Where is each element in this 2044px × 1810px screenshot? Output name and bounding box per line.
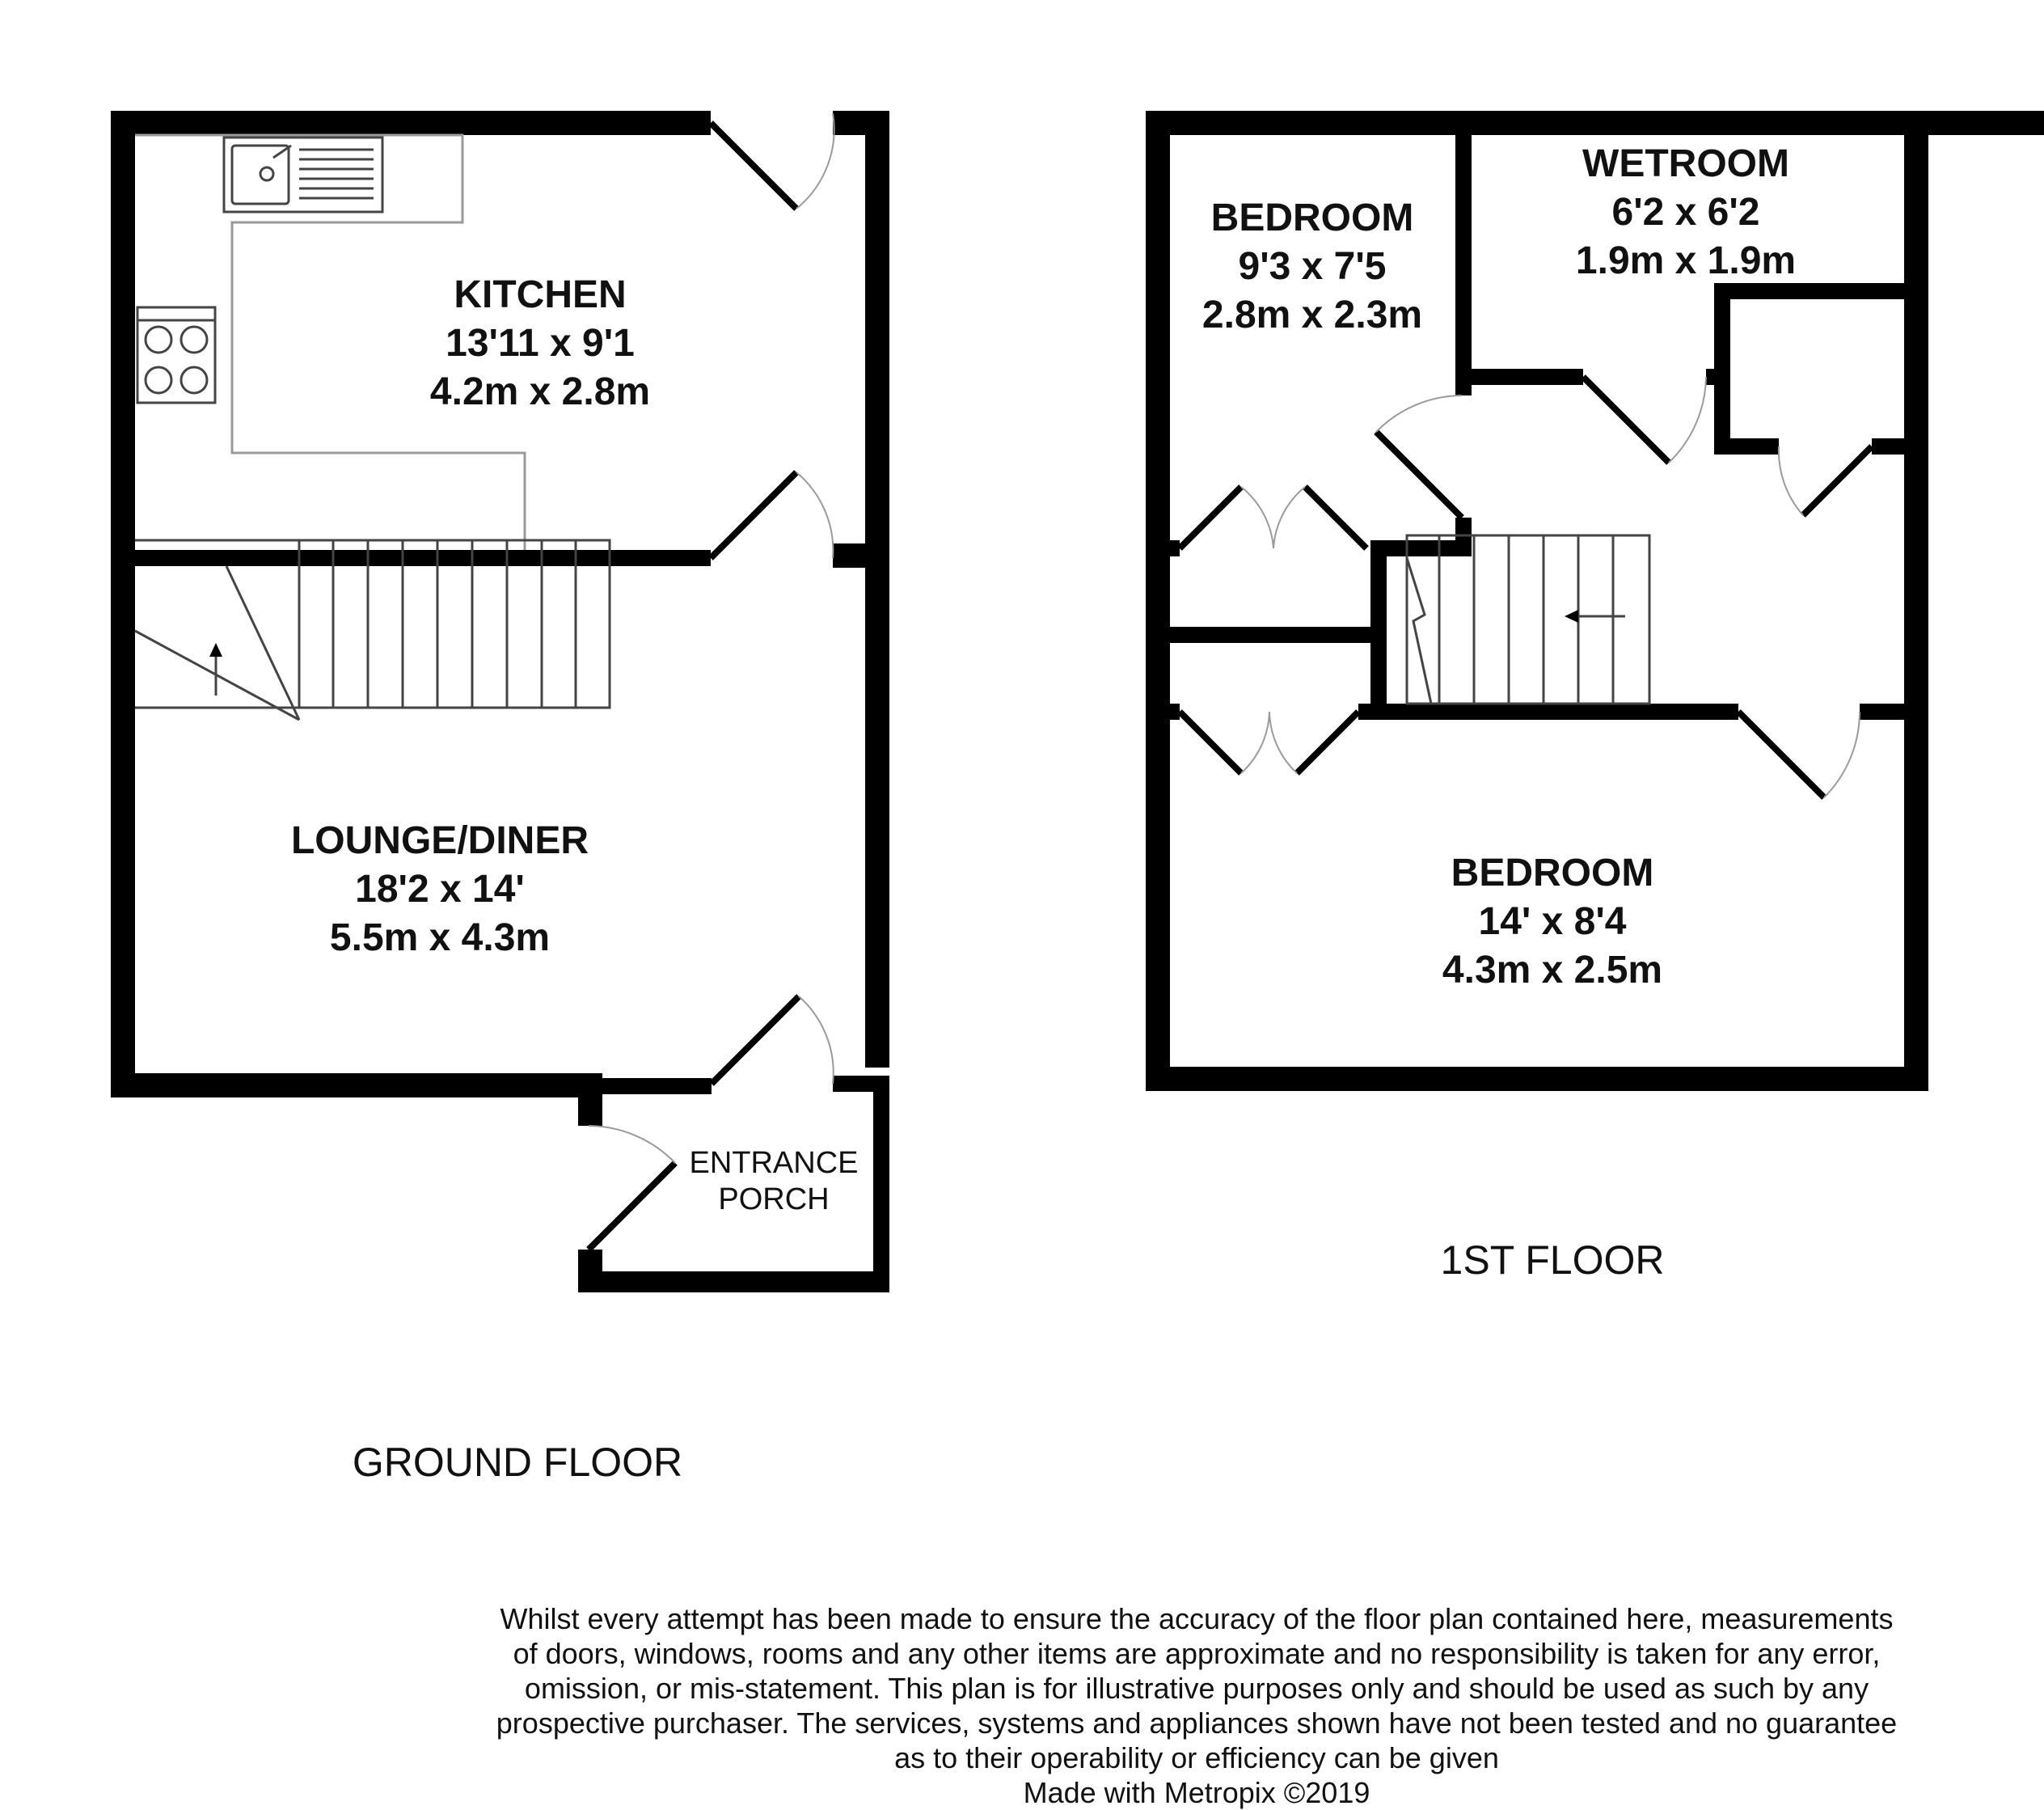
lounge-name: LOUNGE/DINER — [290, 819, 589, 862]
staircase — [1407, 535, 1649, 704]
wall — [1146, 111, 1170, 1091]
disclaimer-line: prospective purchaser. The services, systems and appliances shown have not been tested and no guarantee — [496, 1706, 1898, 1740]
wall — [873, 1076, 889, 1292]
first-floor-label: 1ST FLOOR — [1440, 1237, 1665, 1283]
wall — [1146, 540, 1180, 556]
wardrobe-doors — [1180, 712, 1358, 773]
wall — [578, 1271, 889, 1292]
wall — [1455, 369, 1583, 385]
ground-floor-plan — [111, 111, 889, 1485]
door — [1738, 712, 1860, 797]
door — [1779, 446, 1872, 515]
disclaimer-line: of doors, windows, rooms and any other items are approximate and no responsibility is taken for any error, — [513, 1637, 1881, 1670]
disclaimer-line: Whilst every attempt has been made to ensure the accuracy of the floor plan contained here, measurements — [500, 1602, 1894, 1635]
wall — [111, 1073, 602, 1097]
wall — [598, 1078, 712, 1094]
wall — [1714, 283, 1928, 299]
bedroom-large-name: BEDROOM — [1451, 852, 1654, 894]
hob-icon — [137, 307, 215, 403]
bedroom-small-name: BEDROOM — [1210, 197, 1414, 239]
wall — [111, 550, 711, 566]
disclaimer-line: omission, or mis-statement. This plan is for illustrative purposes only and should be used as such by any — [524, 1672, 1869, 1705]
wall — [1146, 1067, 1928, 1091]
wall — [1170, 627, 1387, 643]
bedroom-large-imperial: 14' x 8'4 — [1478, 900, 1627, 943]
disclaimer — [429, 1601, 1965, 1810]
door — [711, 113, 834, 209]
bedroom-small-metric: 2.8m x 2.3m — [1201, 294, 1423, 336]
wall — [1872, 438, 1928, 455]
credit: Made with Metropix ©2019 — [1023, 1776, 1370, 1809]
kitchen-name: KITCHEN — [454, 273, 627, 316]
wardrobe-doors — [1180, 487, 1366, 548]
bedroom-large-metric: 4.3m x 2.5m — [1442, 949, 1663, 992]
wetroom-metric: 1.9m x 1.9m — [1575, 239, 1797, 282]
wall — [111, 111, 711, 135]
wall — [1714, 438, 1779, 455]
wall — [865, 543, 889, 1068]
wetroom-imperial: 6'2 x 6'2 — [1611, 191, 1760, 234]
wetroom-name: WETROOM — [1582, 142, 1789, 185]
porch-label-line1: ENTRANCE — [689, 1146, 859, 1180]
staircase — [135, 540, 610, 720]
wall — [1358, 704, 1738, 720]
wall — [1904, 111, 1928, 1091]
wall — [1860, 704, 1928, 720]
wall — [111, 111, 135, 1097]
door — [1376, 395, 1462, 518]
sink-icon — [224, 137, 382, 212]
lounge-metric: 5.5m x 4.3m — [329, 916, 551, 959]
door — [1583, 377, 1706, 463]
wall — [1370, 540, 1387, 712]
bedroom-small-imperial: 9'3 x 7'5 — [1238, 245, 1387, 288]
wall — [865, 111, 889, 552]
porch-label-line2: PORCH — [718, 1182, 830, 1216]
kitchen-imperial: 13'11 x 9'1 — [446, 322, 635, 365]
first-floor-plan — [1146, 111, 2044, 1283]
door — [589, 1126, 675, 1250]
disclaimer-line: as to their operability or efficiency can be given — [894, 1741, 1499, 1774]
kitchen-metric: 4.2m x 2.8m — [429, 370, 651, 413]
wall — [1714, 283, 1730, 455]
door — [712, 996, 834, 1084]
wall — [1455, 111, 1472, 395]
lounge-imperial: 18'2 x 14' — [355, 868, 525, 911]
wall — [1146, 704, 1180, 720]
ground-floor-label: GROUND FLOOR — [352, 1440, 683, 1485]
door — [711, 472, 833, 558]
